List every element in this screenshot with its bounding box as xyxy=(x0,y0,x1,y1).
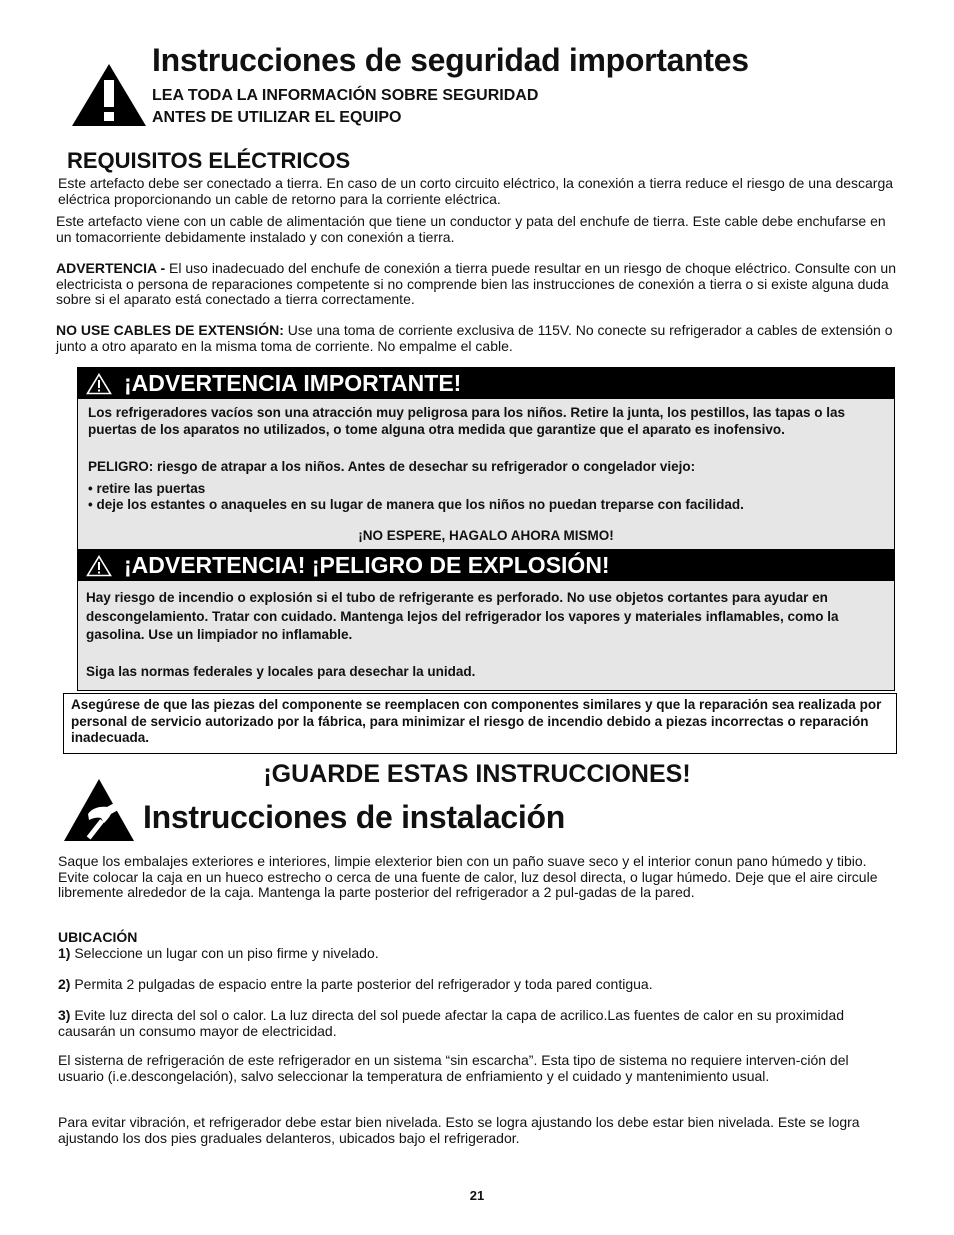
warning1-footer: ¡NO ESPERE, HAGALO AHORA MISMO! xyxy=(358,528,614,543)
parts-notice-box xyxy=(63,693,897,754)
important-warning-box xyxy=(77,367,895,550)
explosion-warning-box xyxy=(77,549,895,691)
hammer-icon xyxy=(62,777,136,843)
warning1-bullet-2: • deje los estantes o anaqueles en su lugar de manera que los niños no puedan treparse con facilidad. xyxy=(88,497,744,512)
parts-notice-text: Asegúrese de que las piezas del componente se reemplacen con componentes similares y que la reparación sea realizada por personal de servicio autorizado por la fábrica, para minimizar el riesgo de incendio debido a piezas incorrectas o reparación inadecuada. xyxy=(71,697,882,745)
installation-paragraph-1: Saque los embalajes exteriores e interiores, limpie elexterior bien con un paño suave seco y el interior conun pano húmedo y tibio. Evite colocar la caja en un hueco estrecho o cerca de una fuente de calor, luz desol directa, o lugar húmedo. Deje que el aire circule libremente alrededor de la caja. Mantenga la parte posterior del refrigerador a 2 pul-gadas de la pared. xyxy=(58,853,878,900)
safety-subtitle-1: LEA TODA LA INFORMACIÓN SOBRE SEGURIDAD xyxy=(152,87,539,104)
warning-small-icon xyxy=(86,555,112,577)
location-step-1: 1) Seleccione un lugar con un piso firme y nivelado. xyxy=(58,945,379,961)
important-warning-title: ¡ADVERTENCIA IMPORTANTE! xyxy=(124,370,462,396)
electrical-paragraph-1: Este artefacto debe ser conectado a tierra. En caso de un corto circuito eléctrico, la conexión a tierra reduce el riesgo de una descarga eléctrica proporcionando un cable de retorno para la corriente eléctrica. xyxy=(58,175,894,207)
installation-paragraph-3: Para evitar vibración, et refrigerador debe estar bien nivelada. Esto se logra ajustando los debe estar bien nivelada. Este se logra ajustando los dos pies graduales delanteros, ubicados bajo el refrigerador. xyxy=(58,1114,860,1146)
extension-label: NO USE CABLES DE EXTENSIÓN: xyxy=(56,322,284,338)
warning2-paragraph-2: Siga las normas federales y locales para desechar la unidad. xyxy=(86,664,476,679)
location-step-2: 2) Permita 2 pulgadas de espacio entre la parte posterior del refrigerador y toda pared contigua. xyxy=(58,976,653,992)
location-step-3: 3) Evite luz directa del sol o calor. La luz directa del sol puede afectar la capa de acrilico.Las fuentes de calor en su proximidad causarán un consumo mayor de electricidad. xyxy=(58,1007,845,1039)
save-instructions-heading: ¡GUARDE ESTAS INSTRUCCIONES! xyxy=(263,760,691,788)
installation-paragraph-2: El sisterna de refrigeración de este refrigerador en un sistema “sin escarcha”. Esta tipo de sistema no requiere interven-ción del usuario (i.e.descongelación), salvo seleccionar la temperatura de enfriamiento y el cuidado y mantenimiento usual. xyxy=(58,1052,849,1084)
explosion-warning-header xyxy=(78,550,894,581)
important-warning-header xyxy=(78,368,894,399)
safety-subtitle-2: ANTES DE UTILIZAR EL EQUIPO xyxy=(152,109,402,126)
warning2-paragraph-1: Hay riesgo de incendio o explosión si el tubo de refrigerante es perforado. No use objetos cortantes para ayudar en descongelamiento. Tratar con cuidado. Mantenga lejos del refrigerador los vapores y materiales inflamables, como la gasolina. Use un limpiador no inflamable. xyxy=(86,590,839,642)
warning-label: ADVERTENCIA - xyxy=(56,260,166,276)
warning-triangle-icon xyxy=(70,62,148,128)
page-number: 21 xyxy=(469,1188,485,1203)
electrical-paragraph-2: Este artefacto viene con un cable de alimentación que tiene un conductor y pata del enchufe de tierra. Este cable debe enchufarse en un tomacorriente debidamente instalado y con conexión a tierra. xyxy=(56,213,886,245)
extension-cords-paragraph: NO USE CABLES DE EXTENSIÓN: Use una toma de corriente exclusiva de 115V. No conecte su refrigerador a cables de extensión o junto a otro aparato en la misma toma de corriente. No empalme el cable. xyxy=(56,322,893,354)
explosion-warning-title: ¡ADVERTENCIA! ¡PELIGRO DE EXPLOSIÓN! xyxy=(124,552,610,578)
warning1-paragraph-1: Los refrigeradores vacíos son una atracción muy peligrosa para los niños. Retire la junta, los pestillos, las tapas o las puertas de los aparatos no utilizados, o tome alguna otra medida que garantize que el aparato es inofensivo. xyxy=(88,405,845,437)
electrical-heading: REQUISITOS ELÉCTRICOS xyxy=(67,148,351,173)
safety-title: Instrucciones de seguridad importantes xyxy=(152,42,749,78)
installation-title: Instrucciones de instalación xyxy=(143,799,565,835)
location-heading: UBICACIÓN xyxy=(58,929,138,945)
warning-small-icon xyxy=(86,373,112,395)
electrical-warning-paragraph: ADVERTENCIA - El uso inadecuado del enchufe de conexión a tierra puede resultar en un riesgo de choque eléctrico. Consulte con un electricista o persona de reparaciones competente si no comprende bien las instrucciones de conexión a tierra o si existe alguna duda sobre si el aparato está conectado a tierra correctamente. xyxy=(56,260,896,307)
warning1-bullet-1: • retire las puertas xyxy=(88,481,206,496)
warning1-paragraph-2: PELIGRO: riesgo de atrapar a los niños. Antes de desechar su refrigerador o congelador viejo: xyxy=(88,459,696,474)
